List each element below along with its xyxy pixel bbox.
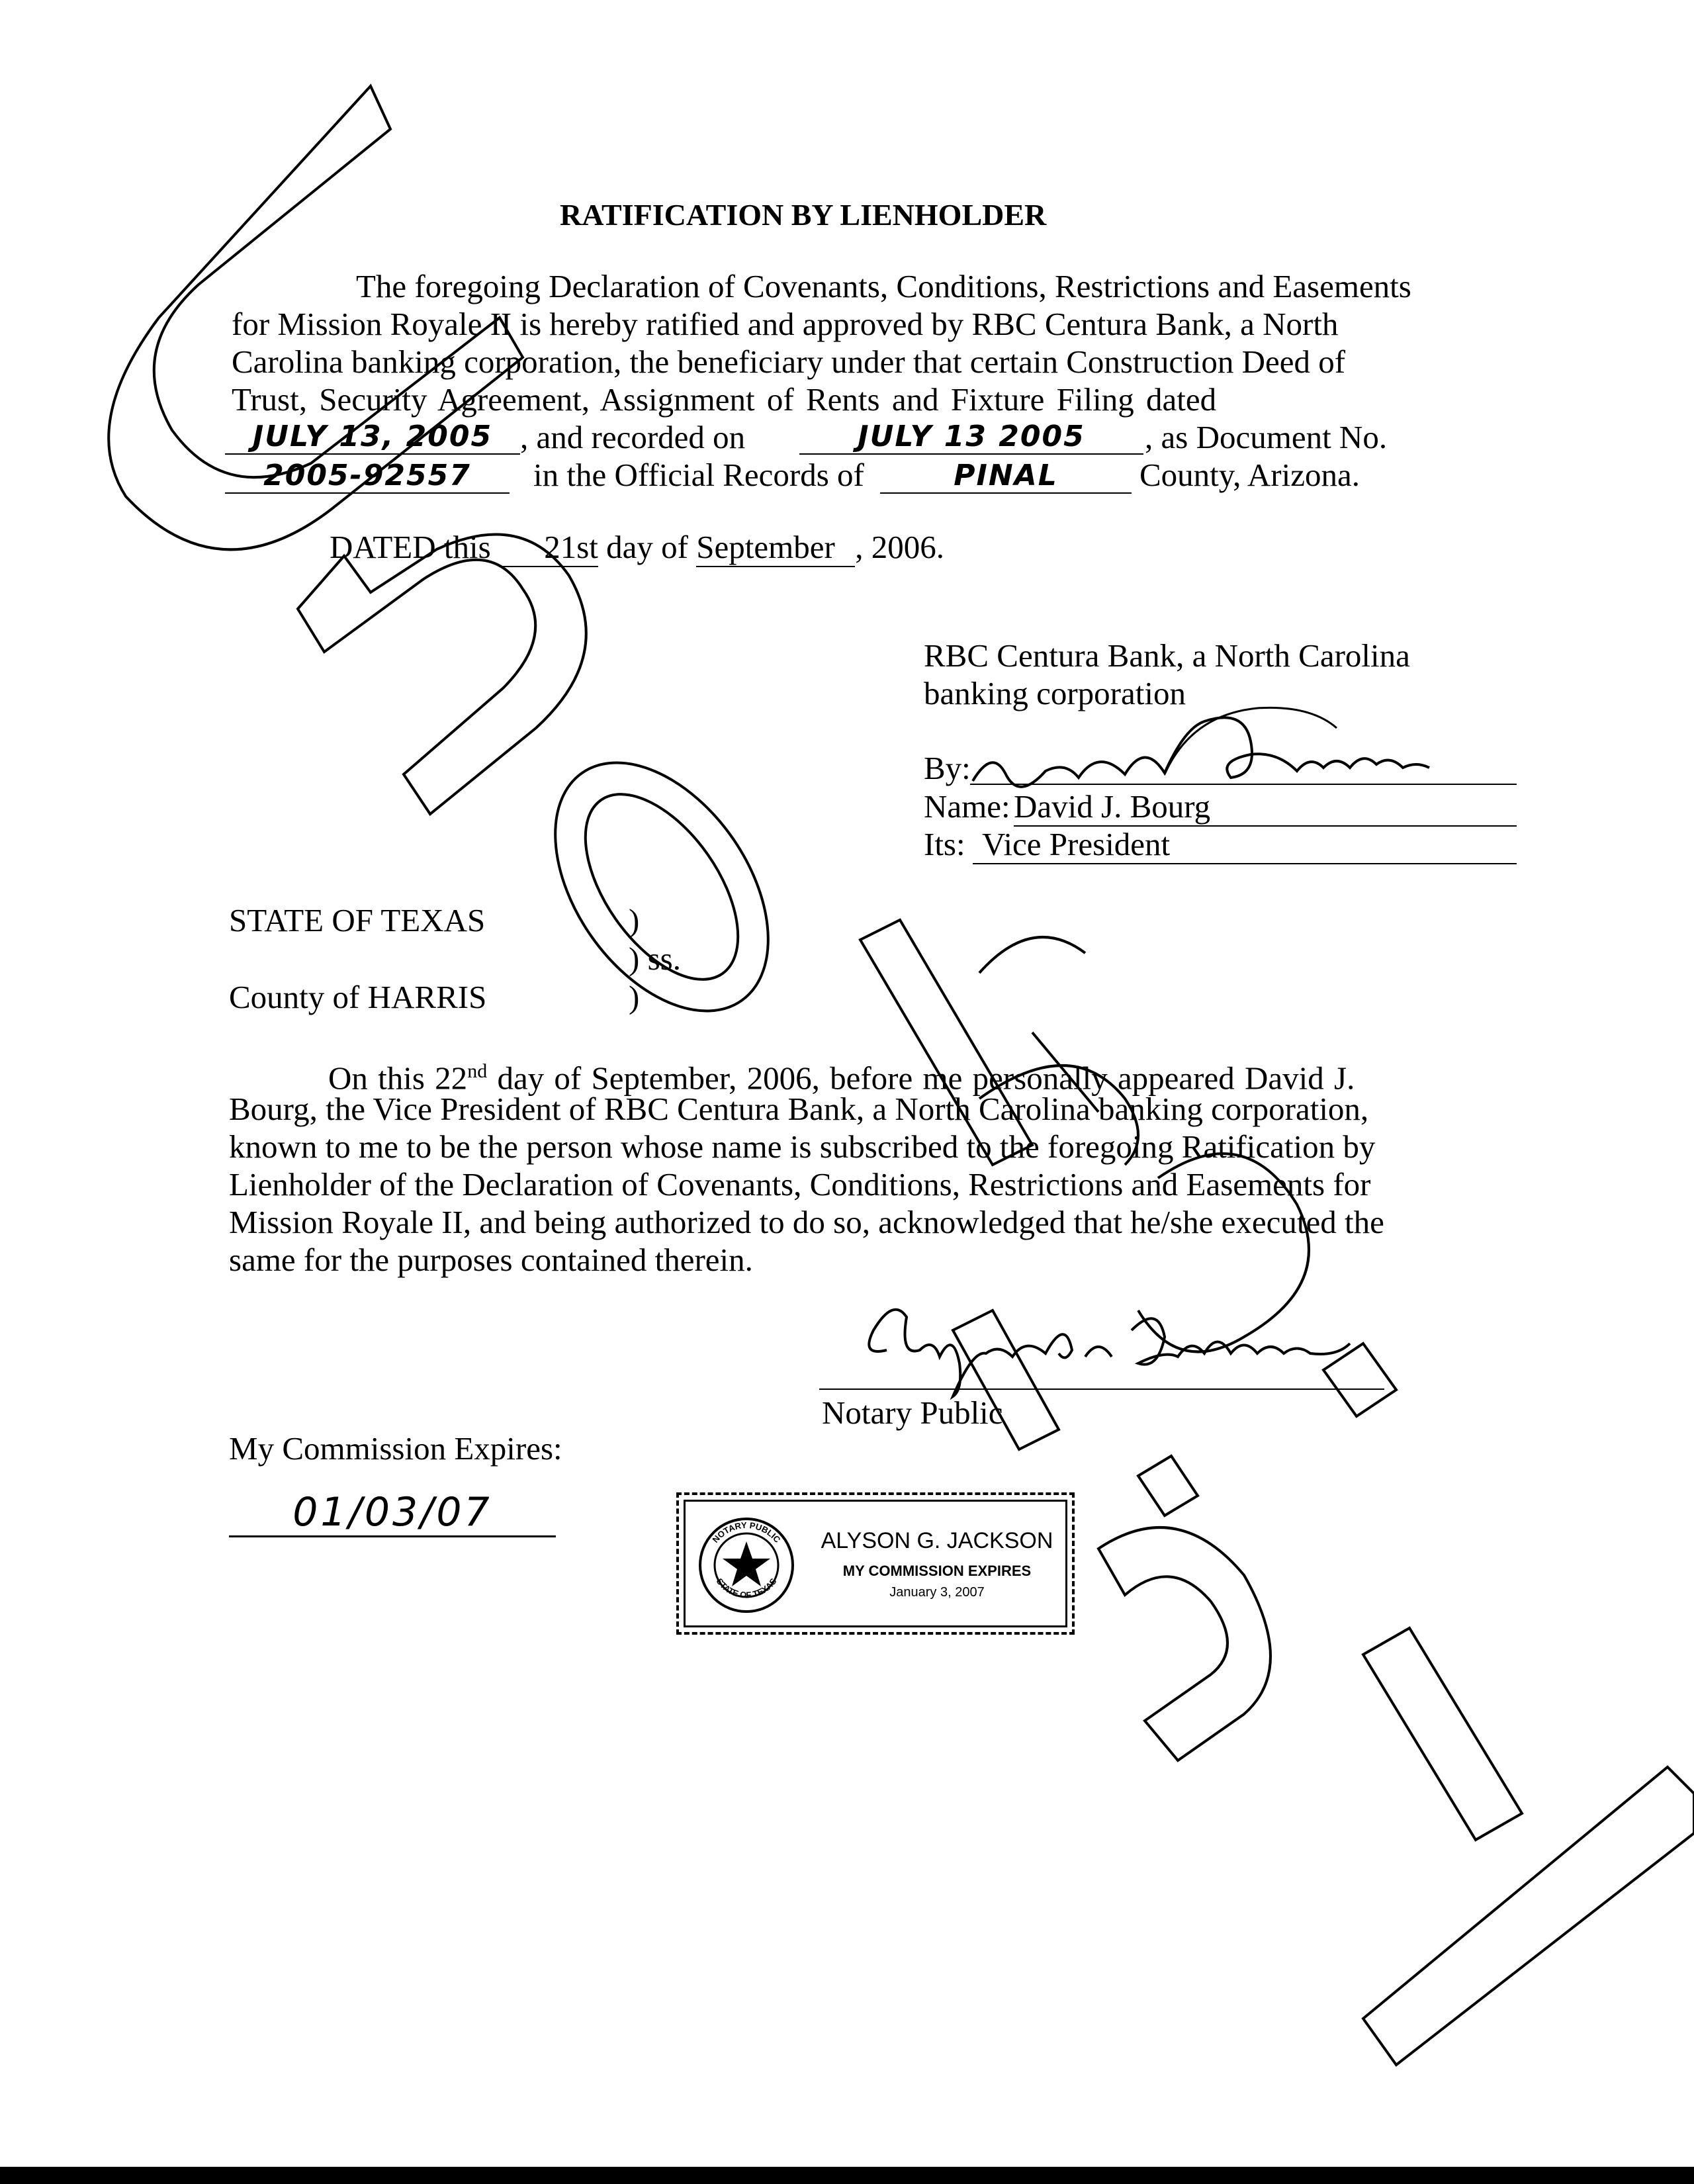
acknowledgment-line1-b: day of September, 2006, before me personally appeared David J. [487,1060,1355,1097]
scan-bottom-border [0,2167,1694,2184]
dated-month: September [696,528,855,567]
acknowledgment-line1-a: On this 22 [328,1060,468,1097]
recorded-text: , and recorded on [520,419,746,455]
acknowledgment-line4: Lienholder of the Declaration of Covenants, Conditions, Restrictions and Easements for [229,1166,1371,1203]
by-label: By: [924,750,971,786]
venue-county: County of HARRIS [229,979,487,1015]
dated-mid: day of [606,529,688,565]
notary-label: Notary Public [822,1394,1003,1431]
paragraph1-line2: for Mission Royale II is hereby ratified and approved by RBC Centura Bank, a North [232,306,1339,342]
stamp-name: ALYSON G. JACKSON [821,1528,1053,1553]
signatory-line1: RBC Centura Bank, a North Carolina [924,637,1410,674]
dated-suffix: , 2006. [855,529,944,565]
acknowledgment-line3: known to me to be the person whose name is subscribed to the foregoing Ratification by [229,1128,1376,1165]
dated-day: 21st [499,528,598,567]
venue-state: STATE OF TEXAS [229,902,486,938]
document-number-handwritten: 2005-92557 [225,459,510,494]
commission-label: My Commission Expires: [229,1430,562,1467]
venue-paren-top: ) [629,902,640,938]
notary-signature [847,1291,1370,1403]
document-title: RATIFICATION BY LIENHOLDER [560,198,1047,232]
seal-bottom-text: STATE OF TEXAS [714,1576,779,1600]
document-no-text: , as Document No. [1145,419,1388,455]
notary-signature-line [819,1388,1384,1390]
paragraph1-line4: Trust, Security Agreement, Assignment of Rents and Fixture Filing dated [232,381,1217,418]
acknowledgment-line6: same for the purposes contained therein. [229,1242,753,1278]
dated-prefix: DATED this [330,529,491,565]
paragraph1-line3: Carolina banking corporation, the beneficiary under that certain Construction Deed of [232,343,1346,380]
seal-top-text: NOTARY PUBLIC [710,1520,783,1545]
stamp-expiry-date: January 3, 2007 [889,1585,985,1600]
acknowledgment-line5: Mission Royale II, and being authorized to do so, acknowledged that he/she executed the [229,1204,1384,1240]
notary-seal-icon [696,1515,797,1615]
its-value: Vice President [973,825,1517,864]
paragraph1-line1: The foregoing Declaration of Covenants, Conditions, Restrictions and Easements [356,268,1411,304]
bourg-signature [966,702,1456,801]
svg-text:STATE OF TEXAS [715,1576,779,1600]
dated-line [330,528,944,567]
county-suffix-text: County, Arizona. [1139,457,1360,493]
acknowledgment-line1-sup: nd [467,1060,488,1082]
venue-paren-bottom: ) [629,979,640,1015]
acknowledgment-line2: Bourg, the Vice President of RBC Centura Bank, a North Carolina banking corporation, [229,1091,1369,1127]
name-label: Name: [924,788,1010,825]
venue-ss: ) ss. [629,940,681,977]
official-records-text: in the Official Records of [533,457,864,493]
notary-stamp [676,1492,1075,1635]
county-handwritten: PINAL [880,459,1132,494]
deed-date-handwritten: JULY 13, 2005 [225,420,520,455]
name-value: David J. Bourg [1014,788,1517,827]
signatory-line2: banking corporation [924,675,1186,711]
stamp-commission: MY COMMISSION EXPIRES [842,1563,1032,1579]
its-label: Its: [924,826,965,862]
commission-date: 01/03/07 [229,1489,556,1537]
recorded-date-handwritten: JULY 13 2005 [799,420,1143,455]
